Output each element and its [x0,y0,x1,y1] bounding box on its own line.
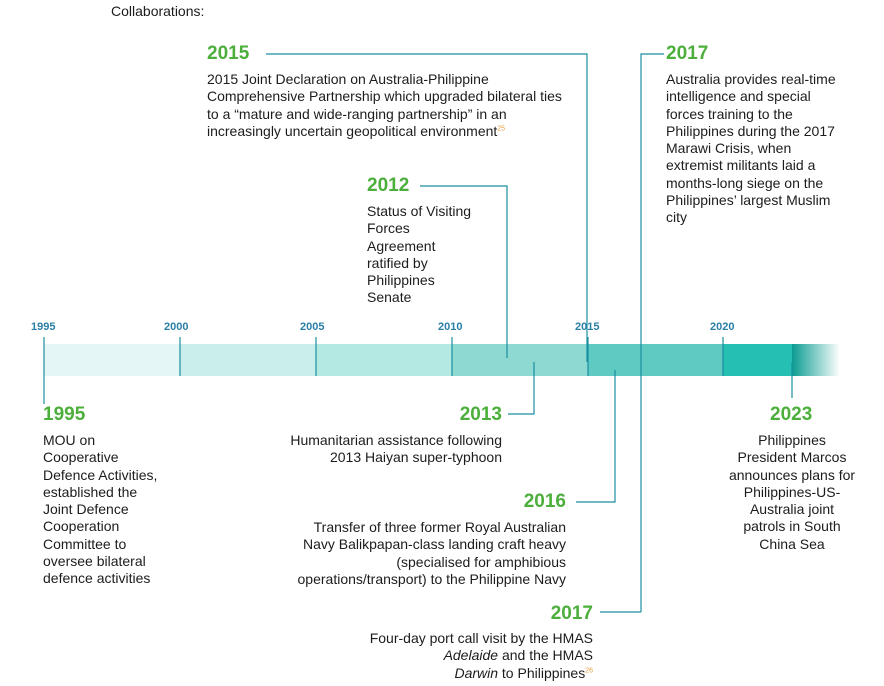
connector-2016 [576,370,615,502]
event-year-1995: 1995 [43,404,86,425]
tick-label-2015: 2015 [575,321,600,333]
event-year-2012: 2012 [367,175,410,196]
tick-label-2000: 2000 [164,321,189,333]
band-segment [44,344,180,376]
tick-label-1995: 1995 [31,321,56,333]
event-text-2017-bottom: Four-day port call visit by the HMAS Adelaide and the HMAS Darwin to Philippines$^{26}$ [369,630,593,681]
tick-label-2005: 2005 [300,321,325,333]
event-year-2016: 2016 [523,491,566,512]
intro-label: Collaborations: [111,3,205,19]
ship-name-darwin: Darwin [454,664,499,681]
event-year-2013: 2013 [459,404,502,425]
connector-2017-top [641,54,664,612]
band-fade [792,344,840,376]
event-text-2012: Status of Visiting Forces Agreement ratified by Philippines Senate [367,203,472,306]
event-text-2015: 2015 Joint Declaration on Australia-Philippine Comprehensive Partnership which upgraded bilateral ties to a “mature and wide-ranging partnership” in an increasingly uncertain geopolitical environment$^{25}$ [207,71,562,139]
ship-name-adelaide: Adelaide [443,647,499,664]
event-text-2013: Humanitarian assistance following 2013 Haiyan super-typhoon [290,432,502,466]
event-text-2016: Transfer of three former Royal Australian Navy Balikpapan-class landing craft heavy (specialised for amphibious operations/transport) to the Philippine Navy [297,519,566,587]
footnote-26: 26 [585,666,593,674]
tick-label-2020: 2020 [710,321,735,333]
footnote-25: 25 [497,125,506,133]
tick-label-2010: 2010 [438,321,463,333]
band-segment [723,344,792,376]
timeline-band [44,344,840,376]
band-segment [452,344,588,376]
event-text-2023: Philippines President Marcos announces plans for Philippines-US-Australia joint patrols in South China Sea [728,432,856,552]
event-year-2017-bottom: 2017 [550,603,593,624]
event-text-2017-top: Australia provides real-time intelligence and special forces training to the Philippines during the 2017 Marawi Crisis, when extremist militants laid a months-long siege on the Philippines’ largest Muslim city [666,71,836,226]
event-year-2017-top: 2017 [666,43,709,64]
band-segment [588,344,723,376]
event-year-2015: 2015 [207,43,250,64]
band-segment [316,344,452,376]
event-year-2023: 2023 [770,404,813,425]
band-segment [180,344,316,376]
event-text-1995: MOU on Cooperative Defence Activities, established the Joint Defence Cooperation Committee to oversee bilateral defence activities [43,432,158,587]
